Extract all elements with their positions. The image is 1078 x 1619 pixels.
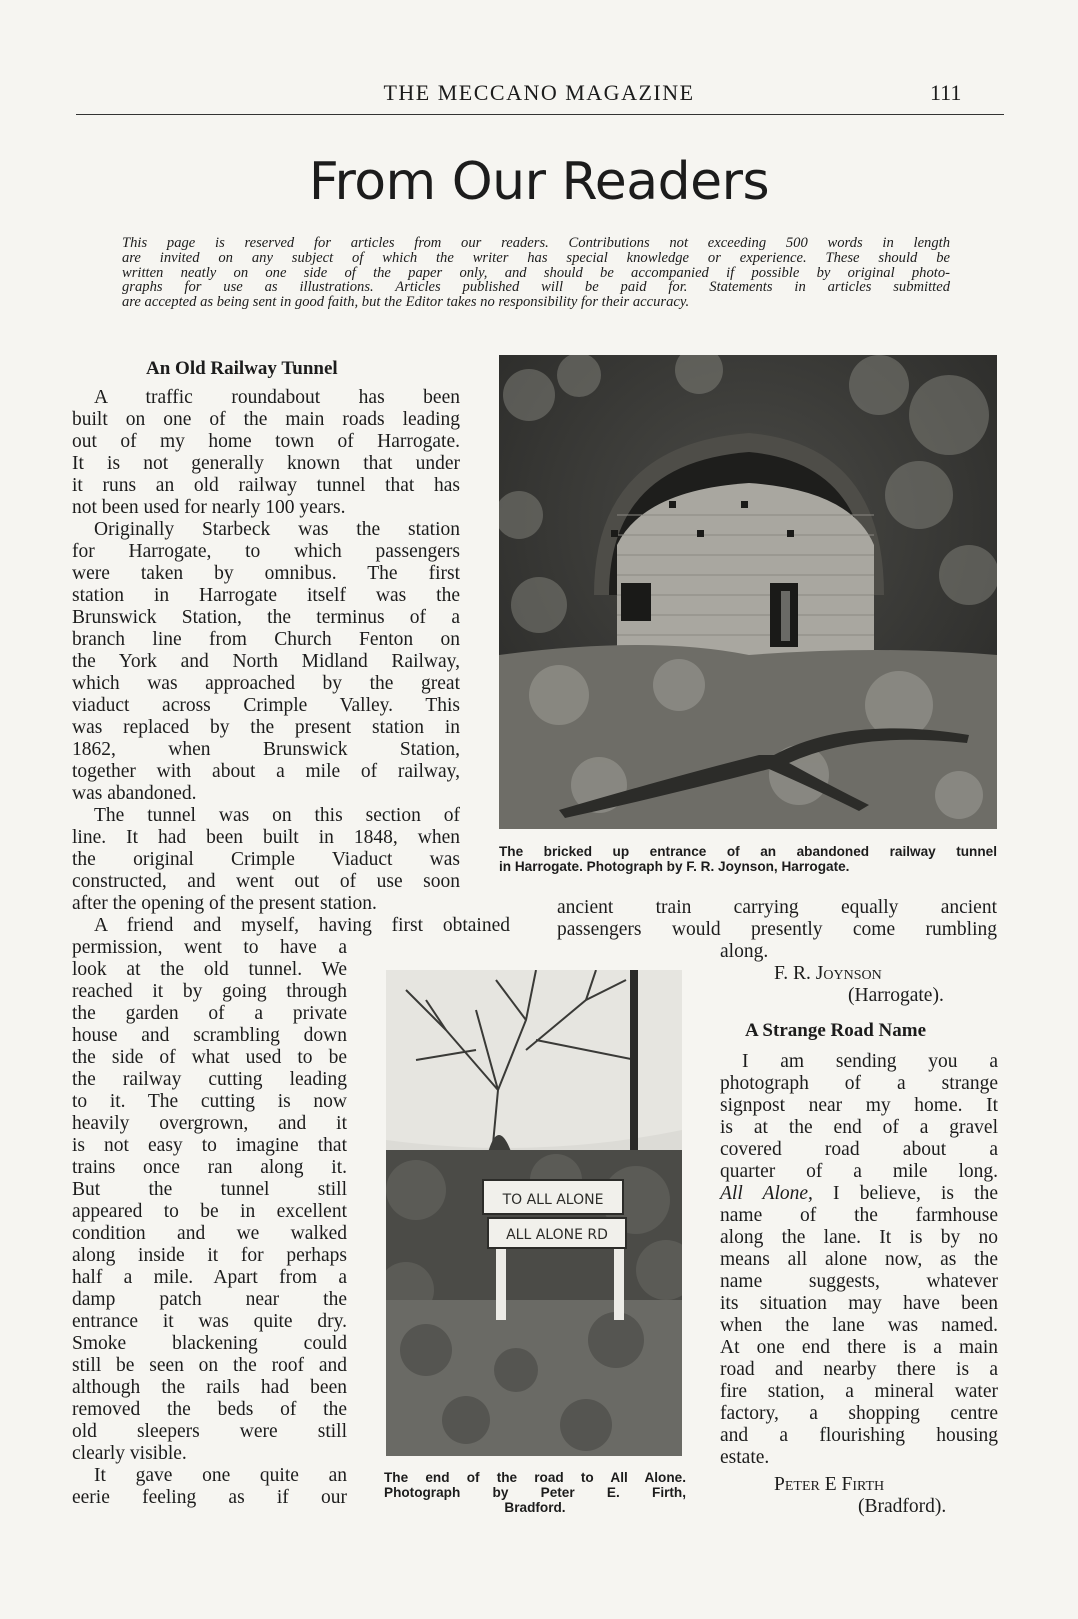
text-line: means all alone now, as the (720, 1249, 998, 1270)
text-line: when the lane was named. (720, 1315, 998, 1336)
text-line: A friend and myself, having first obtained (94, 915, 510, 936)
text-line (720, 1183, 998, 1205)
text-line: built on one of the main roads leading (72, 409, 460, 430)
text-line: along inside it for perhaps (72, 1245, 347, 1266)
text-line: But the tunnel still (72, 1179, 347, 1200)
text-line: permission, went to have a (72, 937, 347, 958)
article2-signature-name: Peter E Firth (774, 1474, 885, 1495)
intro-paragraph (122, 236, 950, 310)
text-line: constructed, and went out of use soon (72, 871, 460, 892)
intro-line: are accepted as being sent in good faith, but the Editor takes no responsibility for their accuracy. (122, 294, 690, 311)
text-line: is at the end of a gravel (720, 1117, 998, 1138)
text-line: It is not generally known that under (72, 453, 460, 474)
text-line: the garden of a private (72, 1003, 347, 1024)
text-line: entrance it was quite dry. (72, 1311, 347, 1332)
text-line-rest: I believe, is the (812, 1183, 998, 1204)
text-line: house and scrambling down (72, 1025, 347, 1046)
text-line: although the rails had been (72, 1377, 347, 1398)
article1-signature-name: F. R. Joynson (774, 963, 882, 984)
article1-signature-place: (Harrogate). (848, 985, 944, 1006)
text-line: appeared to be in excellent (72, 1201, 347, 1222)
header-rule (76, 114, 1004, 115)
text-line: the original Crimple Viaduct was (72, 849, 460, 870)
article1-text-block2 (72, 893, 510, 937)
text-line: eerie feeling as if our (72, 1487, 347, 1508)
text-line: estate. (720, 1447, 770, 1468)
text-line: the York and North Midland Railway, (72, 651, 460, 672)
text-line: Originally Starbeck was the station (94, 519, 460, 540)
article1-text-block4 (557, 897, 997, 941)
text-line: for Harrogate, to which passengers (72, 541, 460, 562)
text-line: covered road about a (720, 1139, 998, 1160)
text-line: was replaced by the present station in (72, 717, 460, 738)
text-line: heavily overgrown, and it (72, 1113, 347, 1134)
road-name-phrase: All Alone, (720, 1183, 813, 1204)
text-line: look at the old tunnel. We (72, 959, 347, 980)
text-line: which was approached by the great (72, 673, 460, 694)
text-line: factory, a shopping centre (720, 1403, 998, 1424)
article1-ending (720, 941, 998, 963)
page-title: From Our Readers (308, 152, 770, 212)
sign-top-text: TO ALL ALONE (502, 1192, 604, 1208)
article2-text (720, 1051, 998, 1469)
article1-text-block3 (72, 937, 347, 1509)
text-line: condition and we walked (72, 1223, 347, 1244)
text-line: station in Harrogate itself was the (72, 585, 460, 606)
text-line: branch line from Church Fenton on (72, 629, 460, 650)
text-line: reached it by going through (72, 981, 347, 1002)
article2-heading: A Strange Road Name (745, 1020, 927, 1041)
text-line: it runs an old railway tunnel that has (72, 475, 460, 496)
text-line: the side of what used to be (72, 1047, 347, 1068)
text-line: fire station, a mineral water (720, 1381, 998, 1402)
text-line: after the opening of the present station. (72, 893, 377, 914)
text-line: At one end there is a main (720, 1337, 998, 1358)
text-line: its situation may have been (720, 1293, 998, 1314)
text-line: clearly visible. (72, 1443, 187, 1464)
caption-line: Photograph by Peter E. Firth, (384, 1485, 686, 1500)
intro-line: graphs for use as illustrations. Articles published will be paid for. Statements in articles submitted (122, 279, 950, 296)
text-line: name suggests, whatever (720, 1271, 998, 1292)
text-line: and a flourishing housing (720, 1425, 998, 1446)
page-number: 111 (930, 80, 962, 105)
text-line: was abandoned. (72, 783, 197, 804)
tunnel-photo-caption (499, 844, 997, 874)
text-line: still be seen on the roof and (72, 1355, 347, 1376)
text-line: to it. The cutting is now (72, 1091, 347, 1112)
text-line: line. It had been built in 1848, when (72, 827, 460, 848)
text-line: were taken by omnibus. The first (72, 563, 460, 584)
caption-line: The end of the road to All Alone. (384, 1470, 686, 1485)
article2-signature-place: (Bradford). (858, 1496, 947, 1517)
text-line: A traffic roundabout has been (94, 387, 460, 408)
text-line: damp patch near the (72, 1289, 347, 1310)
magazine-title: THE MECCANO MAGAZINE (383, 80, 695, 105)
text-line: Smoke blackening could (72, 1333, 347, 1354)
article1-last-line: along. (720, 941, 769, 962)
text-line: Brunswick Station, the terminus of a (72, 607, 460, 628)
text-line: quarter of a mile long. (720, 1161, 998, 1182)
text-line: old sleepers were still (72, 1421, 347, 1442)
signpost-photo-caption (384, 1470, 686, 1515)
text-line: half a mile. Apart from a (72, 1267, 347, 1288)
text-line: I am sending you a (742, 1051, 998, 1072)
text-line: removed the beds of the (72, 1399, 347, 1420)
sign-bottom-text: ALL ALONE RD (506, 1227, 608, 1243)
text-line: trains once ran along it. (72, 1157, 347, 1178)
caption-line: in Harrogate. Photograph by F. R. Joynson, Harrogate. (499, 859, 850, 874)
signpost-photo (386, 970, 682, 1456)
intro-line: are invited on any subject of which the writer has special knowledge or experience. These should be (122, 249, 950, 266)
text-line: together with about a mile of railway, (72, 761, 460, 782)
tunnel-photo (499, 355, 997, 829)
intro-line: written neatly on one side of the paper only, and should be accompanied if possible by original photo- (122, 264, 950, 281)
text-line: ancient train carrying equally ancient (557, 897, 997, 918)
article1-text-block1 (72, 387, 460, 893)
text-line: 1862, when Brunswick Station, (72, 739, 460, 760)
text-line: name of the farmhouse (720, 1205, 998, 1226)
text-line: photograph of a strange (720, 1073, 998, 1094)
caption-line: Bradford. (504, 1500, 566, 1515)
text-line: The tunnel was on this section of (94, 805, 460, 826)
text-line: passengers would presently come rumbling (557, 919, 997, 940)
text-line: out of my home town of Harrogate. (72, 431, 460, 452)
caption-line: The bricked up entrance of an abandoned railway tunnel (499, 844, 997, 859)
text-line: signpost near my home. It (720, 1095, 998, 1116)
text-line: road and nearby there is a (720, 1359, 998, 1380)
text-line: along the lane. It is by no (720, 1227, 998, 1248)
text-line: not been used for nearly 100 years. (72, 497, 346, 518)
text-line: It gave one quite an (94, 1465, 347, 1486)
article1-heading: An Old Railway Tunnel (146, 358, 338, 379)
text-line: the railway cutting leading (72, 1069, 347, 1090)
text-line: viaduct across Crimple Valley. This (72, 695, 460, 716)
text-line: is not easy to imagine that (72, 1135, 347, 1156)
intro-line: This page is reserved for articles from our readers. Contributions not exceeding 500 words in length (122, 235, 950, 251)
